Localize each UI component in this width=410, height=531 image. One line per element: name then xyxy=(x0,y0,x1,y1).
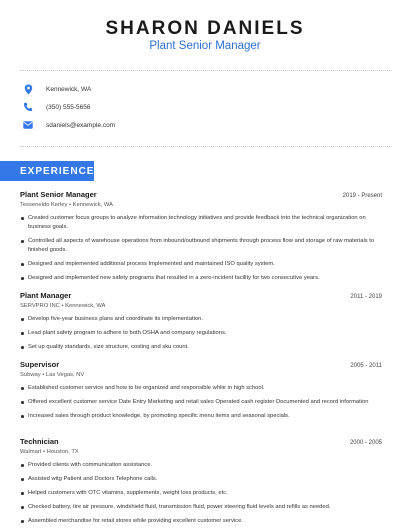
company-name: SERVPRO INC xyxy=(20,303,60,309)
job-bullet: Checked battery, tire air pressure, windshield fluid, transmission fluid, power steering fluid levels and refills as needed. xyxy=(20,503,382,512)
job-company: Tesseneldo Kerley • Kennewick, WA xyxy=(20,202,114,208)
contact-location xyxy=(20,80,380,98)
contact-phone-text: (350) 555-5656 xyxy=(46,103,91,111)
job-title-subheading: Plant Senior Manager xyxy=(149,40,261,52)
job-title: Plant Senior Manager xyxy=(20,190,97,199)
experience-list xyxy=(20,190,382,531)
experience-section-heading: EXPERIENCE xyxy=(0,161,94,181)
job-date: 2019 - Present xyxy=(342,193,382,199)
job-title: Plant Manager xyxy=(20,291,72,300)
company-name: Tesseneldo Kerley xyxy=(20,202,68,208)
company-location: Kennewick, WA xyxy=(72,202,114,208)
contact-phone xyxy=(20,98,380,116)
job-bullet: Designed and implemented new safety programs that resulted in a zero-incident facility for two consecutive years. xyxy=(20,274,382,283)
job-bullet: Designed and implemented additional process Implemented and maintained ISO quality system. xyxy=(20,260,382,269)
company-location: Las Vegas, NV xyxy=(45,372,85,378)
job-entry xyxy=(20,190,382,291)
job-date: 2000 - 2005 xyxy=(349,440,382,446)
job-company: Walmart • Houston, TX xyxy=(20,449,79,455)
divider xyxy=(20,70,392,71)
job-entry xyxy=(20,360,382,437)
job-bullets xyxy=(20,384,382,421)
job-bullet: Develop five-year business plans and coordinate its implementation. xyxy=(20,315,382,324)
job-entry xyxy=(20,437,382,526)
job-bullet: Established customer service and how to be organized and responsible while in high school. xyxy=(20,384,382,393)
job-title: Technician xyxy=(20,437,59,446)
email-icon xyxy=(22,119,34,131)
contact-location-text: Kennewick, WA xyxy=(46,85,92,93)
job-date: 2005 - 2011 xyxy=(350,363,382,369)
job-company: SERVPRO INC • Kennewick, WA xyxy=(20,303,106,309)
job-bullet: Provided clients with communication assistance. xyxy=(20,461,382,470)
job-bullet: Assembled merchandise for retail stores while providing excellent customer service. xyxy=(20,517,382,526)
job-title: Supervisor xyxy=(20,360,60,369)
job-bullet: Offered excellent customer service Date Entry Marketing and retail sales Operated cash register Documented and record information xyxy=(20,398,382,407)
contact-email-text: sdaniels@example.com xyxy=(46,121,116,129)
company-name: Subway xyxy=(20,372,41,378)
job-bullets xyxy=(20,461,382,526)
company-location: Kennewick, WA xyxy=(65,303,106,309)
job-bullet: Assisted witg Patient and Doctors Telephone calls. xyxy=(20,475,382,484)
job-bullets xyxy=(20,315,382,352)
job-bullets xyxy=(20,214,382,283)
contact-email xyxy=(20,116,380,134)
company-location: Houston, TX xyxy=(46,449,79,455)
job-bullet: Set up quality standards, size structure, costing and sku count. xyxy=(20,343,382,352)
job-company: Subway • Las Vegas, NV xyxy=(20,372,85,378)
job-bullet: Lead plant safety program to adhere to both OSHA and company regulations. xyxy=(20,329,382,338)
phone-icon xyxy=(22,101,34,113)
name-heading: SHARON DANIELS xyxy=(105,18,305,39)
job-date: 2011 - 2019 xyxy=(350,294,382,300)
contact-list xyxy=(20,80,380,134)
job-bullet: Controlled all aspects of warehouse operations from inbound/outbound shipments through process flow and storage of raw materials to finished goods. xyxy=(20,237,382,255)
divider xyxy=(20,146,392,147)
job-bullet: Helped customers with OTC vitamins, supplements, weight loss products, etc. xyxy=(20,489,382,498)
map-pin-icon xyxy=(22,83,34,95)
company-name: Walmart xyxy=(20,449,42,455)
job-bullet: Increased sales through product knowledge, by promoting specific menu items and seasonal specials. xyxy=(20,412,382,421)
job-bullet: Created customer focus groups to analyze information technology initiatives and provide feedback into the technical organization on business goals. xyxy=(20,214,382,232)
job-entry xyxy=(20,291,382,360)
